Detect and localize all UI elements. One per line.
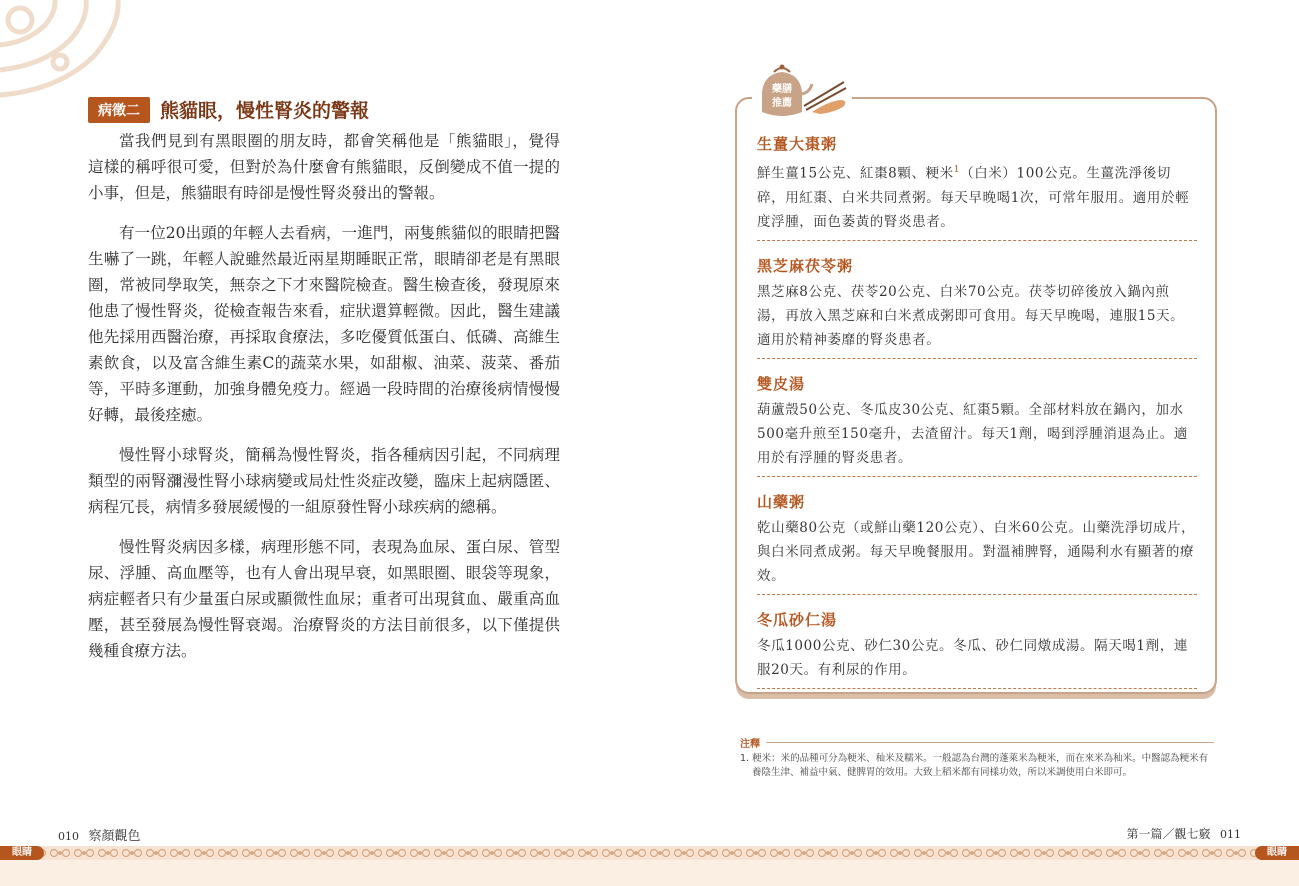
section-title: 熊貓眼，慢性腎炎的警報 (160, 100, 370, 122)
recipe-item (757, 609, 1197, 689)
recipe-desc: 黑芝麻8公克、茯苓20公克、白米70公克。茯苓切碎後放入鍋內煎湯，再放入黑芝麻和白米煮成粥即可食用。每天早晚喝，連服15天。適用於精神萎靡的腎炎患者。 (757, 283, 1185, 348)
notes-label: 注釋 (740, 739, 760, 750)
section-badge: 病徵二 (88, 97, 150, 123)
note-text: 1. 粳米：米的品種可分為粳米、秈米及糯米。一般認為台灣的蓬萊米為粳米，而在來米為秈米。中醫認為粳米有養陰生津、補益中氣、健脾胃的效用。大致上稻米都有同樣功效，所以米調使用白米即可。 (740, 753, 1209, 778)
paragraph-2: 有一位20出頭的年輕人去看病，一進門，兩隻熊貓似的眼睛把醫生嚇了一跳，年輕人說雖然最近兩星期睡眠正常，眼睛卻老是有黑眼圈，常被同學取笑，無奈之下才來醫院檢查。醫生檢查後，發現原來他患了慢性腎炎，從檢查報告來看，症狀還算輕微。因此，醫生建議他先採用西醫治療，再採取食療法，多吃優質低蛋白、低磷、高維生素飲食，以及富含維生素C的蔬菜水果，如甜椒、油菜、菠菜、番茄等，平時多運動，加強身體免疫力。經過一段時間的治療後病情慢慢好轉，最後痊癒。 (88, 224, 560, 424)
body-text (88, 128, 560, 678)
recipe-desc: 乾山藥80公克（或鮮山藥120公克）、白米60公克。山藥洗淨切成片，與白米同煮成粥。每天早晚餐服用。對溫補脾腎，通陽利水有顯著的療效。 (757, 519, 1196, 584)
badge-line2: 推薦 (772, 98, 792, 109)
section-tab-left[interactable]: 眼睛 (0, 846, 44, 860)
page-number-left: 010 (58, 830, 79, 843)
recipe-desc-part: （白米）100公克。生薑洗淨後切碎，用紅棗、白米共同煮粥。每天早晚喝1次，可常年服用。適用於輕度浮腫，面色萎黃的腎炎患者。 (757, 165, 1190, 230)
recipe-name: 黑芝麻茯苓粥 (757, 256, 854, 275)
badge-line1: 藥膳 (772, 84, 792, 95)
running-title-left: 察顏觀色 (88, 829, 141, 844)
recipe-desc: 冬瓜1000公克、砂仁30公克。冬瓜、砂仁同燉成湯。隔天喝1劑，連服20天。有利尿的作用。 (757, 637, 1188, 678)
recipe-name: 山藥粥 (757, 492, 806, 511)
notes-header (740, 735, 1214, 750)
recipe-item (757, 491, 1197, 595)
bottom-strip (0, 860, 1299, 886)
footer-left-folio (58, 825, 141, 844)
recipe-item (757, 133, 1197, 241)
notes-section (740, 735, 1214, 780)
section-tab-right[interactable]: 眼睛 (1255, 846, 1299, 860)
recipe-name: 生薑大棗粥 (757, 135, 838, 153)
recipe-desc-part: 鮮生薑15公克、紅棗8顆、粳米 (757, 165, 954, 182)
footer-pattern-band (0, 846, 1299, 860)
recipe-desc: 葫蘆殼50公克、冬瓜皮30公克、紅棗5顆。全部材料放在鍋內，加水500毫升煎至150毫升，去渣留汁。每天1劑，喝到浮腫消退為止。適用於有浮腫的腎炎患者。 (757, 401, 1188, 466)
notes-divider (766, 742, 1214, 743)
footer-right-folio (1126, 825, 1241, 842)
recipe-item (757, 255, 1197, 359)
recipe-desc (757, 158, 1197, 234)
teapot-icon (752, 62, 852, 124)
paragraph-1: 當我們見到有黑眼圈的朋友時，都會笑稱他是「熊貓眼」，覺得這樣的稱呼很可愛，但對於為什麼會有熊貓眼，反倒變成不值一提的小事，但是，熊貓眼有時卻是慢性腎炎發出的警報。 (88, 132, 560, 202)
paragraph-3: 慢性腎小球腎炎，簡稱為慢性腎炎，指各種病因引起，不同病理類型的兩腎瀰漫性腎小球病變或局灶性炎症改變，臨床上起病隱匿、病程冗長，病情多發展緩慢的一組原發性腎小球疾病的總稱。 (88, 446, 560, 516)
recipe-list (757, 133, 1197, 703)
page-number-right: 011 (1220, 828, 1241, 841)
section-heading (88, 96, 369, 123)
running-title-right: 第一篇／觀七竅 (1126, 827, 1211, 841)
corner-ornament-icon (0, 0, 130, 110)
recipe-name: 冬瓜砂仁湯 (757, 610, 838, 629)
recipe-name: 雙皮湯 (757, 374, 806, 393)
footnote-marker[interactable]: 1 (953, 165, 961, 175)
paragraph-4: 慢性腎炎病因多樣，病理形態不同，表現為血尿、蛋白尿、管型尿、浮腫、高血壓等，也有人會出現早衰，如黑眼圈、眼袋等現象，病症輕者只有少量蛋白尿或顯微性血尿；重者可出現貧血、嚴重高血壓，甚至發展為慢性腎衰竭。治療腎炎的方法目前很多，以下僅提供幾種食療方法。 (88, 538, 560, 660)
recipe-item (757, 373, 1197, 477)
